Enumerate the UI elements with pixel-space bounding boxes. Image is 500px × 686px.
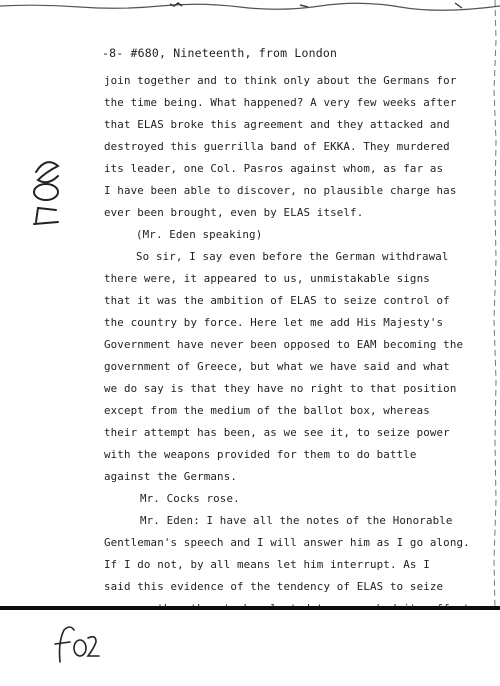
body-line: against the Germans.	[104, 470, 238, 483]
body-line: I have been able to discover, no plausible charge has	[104, 184, 457, 197]
body-line: with the weapons provided for them to do battle	[104, 448, 417, 461]
page-header: -8- #680, Nineteenth, from London	[102, 46, 338, 60]
scan-top-edge	[0, 0, 500, 14]
body-line: their attempt has been, as we see it, to seize power	[104, 426, 450, 439]
body-line: destroyed this guerrilla band of EKKA. They murdered	[104, 140, 450, 153]
body-line: ever been brought, even by ELAS itself.	[104, 206, 364, 219]
stage-direction: Mr. Cocks rose.	[140, 492, 240, 505]
body-line: government of Greece, but what we have said and what	[104, 360, 450, 373]
body-line: Government have never been opposed to EAM becoming the	[104, 338, 464, 351]
body-line: So sir, I say even before the German withdrawal	[136, 250, 449, 263]
body-line: join together and to think only about the Germans for	[104, 74, 457, 87]
body-line: If I do not, by all means let him interrupt. As I	[104, 558, 430, 571]
scan-right-edge	[488, 0, 500, 610]
body-line: there were, it appeared to us, unmistakable signs	[104, 272, 430, 285]
body-line: the time being. What happened? A very few weeks after	[104, 96, 457, 109]
body-line: said this evidence of the tendency of ELAS to seize	[104, 580, 444, 593]
body-line: Mr. Eden: I have all the notes of the Honorable	[140, 514, 453, 527]
body-line: Gentleman's speech and I will answer him as I go along.	[104, 536, 470, 549]
body-line: we do say is that they have no right to that position	[104, 382, 457, 395]
handwritten-footer-mark	[52, 622, 102, 666]
speaker-note: (Mr. Eden speaking)	[136, 228, 263, 241]
body-line: that it was the ambition of ELAS to seize control of	[104, 294, 450, 307]
handwritten-margin-note	[28, 150, 68, 230]
body-line: that ELAS broke this agreement and they attacked and	[104, 118, 450, 131]
body-line: its leader, one Col. Pasros against whom, as far as	[104, 162, 444, 175]
body-line: the country by force. Here let me add His Majesty's	[104, 316, 444, 329]
body-line: except from the medium of the ballot box, whereas	[104, 404, 430, 417]
